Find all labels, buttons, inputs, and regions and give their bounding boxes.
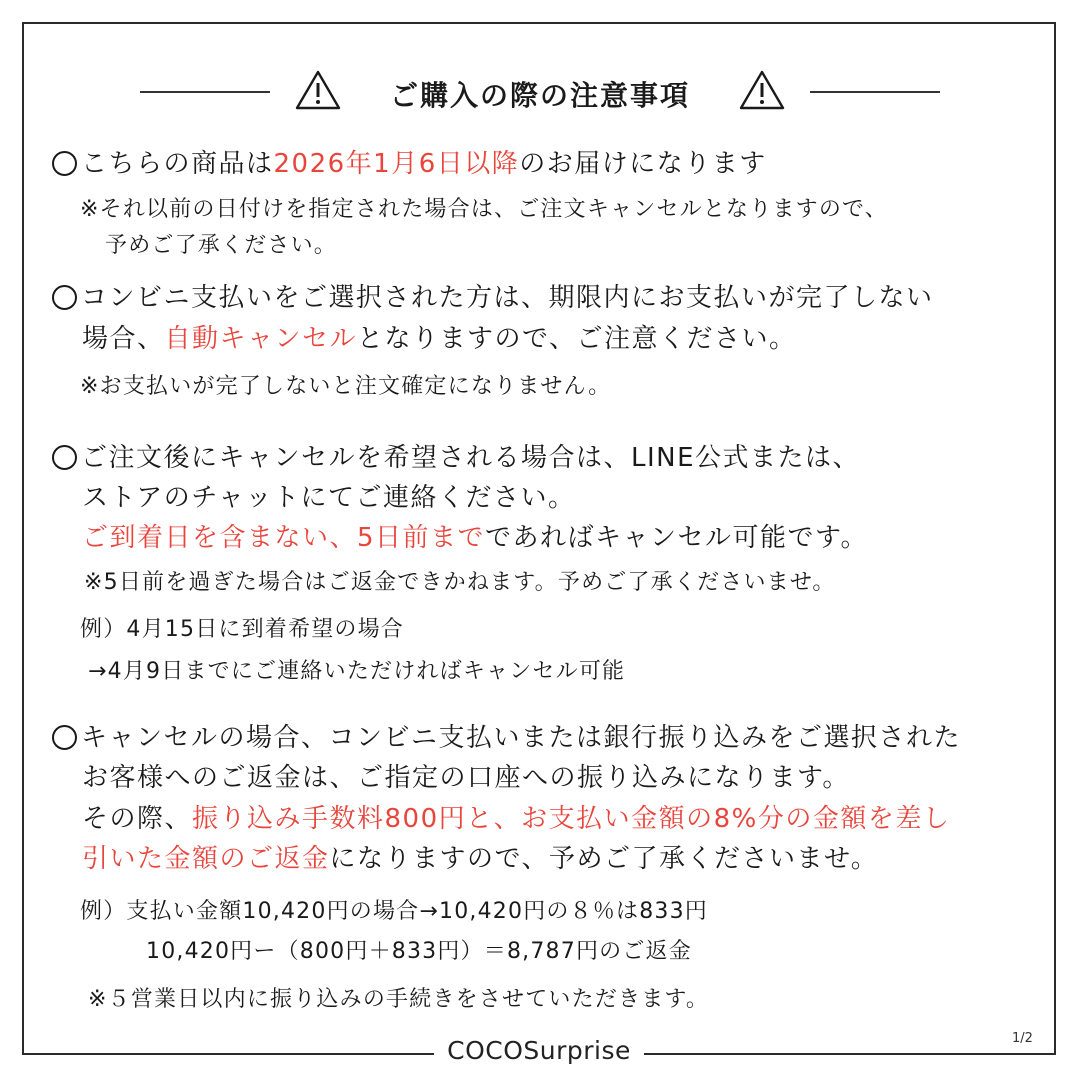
highlight-text: 引いた金額のご返金 [82, 844, 330, 874]
circle-bullet-icon [52, 285, 77, 310]
notice-text: その際、 [82, 804, 193, 834]
notice-text: コンビニ支払いをご選択された方は、期限内にお支払いが完了しない [81, 283, 934, 313]
highlight-text: 振り込み手数料800円と、お支払い金額の8%分の金額を差し [192, 804, 951, 834]
section-4-example-line-1: 例）支払い金額10,420円の場合→10,420円の８％は833円 [80, 899, 708, 924]
notice-text: となりますので、ご注意ください。 [357, 324, 797, 354]
section-4-line-4 [82, 842, 878, 876]
section-4-example-line-2: 10,420円ー（800円＋833円）＝8,787円のご返金 [146, 939, 692, 964]
circle-bullet-icon [52, 725, 77, 750]
section-3-line-1 [52, 441, 860, 475]
page-indicator: 1/2 [1012, 1031, 1033, 1046]
section-2-line-1 [52, 281, 934, 315]
brand-logo-text: COCOSurprise [447, 1036, 631, 1065]
section-2-line-3: ※お支払いが完了しないと注文確定になりません。 [80, 374, 612, 399]
title-rule-right [810, 91, 940, 93]
highlight-text: 2026年1月6日以降 [273, 149, 520, 179]
section-2-line-2 [82, 322, 797, 356]
frame-bottom-border-right [644, 1053, 1056, 1055]
section-1-line-1 [52, 147, 767, 181]
section-3-example-line-1: 例）4月15日に到着希望の場合 [80, 617, 404, 642]
title-row [0, 66, 1080, 122]
notice-text: 場合、 [82, 324, 165, 354]
warning-triangle-icon [738, 68, 786, 112]
page-title: ご購入の際の注意事項 [389, 79, 690, 112]
circle-bullet-icon [52, 445, 77, 470]
title-rule-left [140, 91, 270, 93]
section-3-line-3 [82, 521, 868, 555]
section-1-line-2: ※それ以前の日付けを指定された場合は、ご注文キャンセルとなりますので、 [80, 197, 888, 222]
warning-triangle-icon [294, 68, 342, 112]
notice-text: ご注文後にキャンセルを希望される場合は、LINE公式または、 [81, 443, 861, 473]
section-1-line-3: 予めご了承ください。 [105, 233, 338, 258]
notice-text: であればキャンセル可能です。 [485, 523, 868, 553]
highlight-text: 自動キャンセル [164, 324, 358, 354]
frame-bottom-border-left [22, 1053, 434, 1055]
circle-bullet-icon [52, 151, 77, 176]
notice-text: キャンセルの場合、コンビニ支払いまたは銀行振り込みをご選択された [81, 723, 962, 753]
section-4-note: ※５営業日以内に振り込みの手続きをさせていただきます。 [88, 987, 710, 1012]
notice-text: こちらの商品は [81, 149, 274, 179]
section-4-line-3 [82, 802, 950, 836]
section-3-line-4: ※5日前を過ぎた場合はご返金できかねます。予めご了承くださいませ。 [84, 570, 836, 595]
section-3-example-line-2: →4月9日までにご連絡いただければキャンセル可能 [88, 659, 626, 684]
section-4-line-1 [52, 721, 961, 755]
notice-text: になりますので、予めご了承くださいませ。 [329, 844, 879, 874]
notice-text: のお届けになります [519, 149, 767, 179]
section-3-line-2: ストアのチャットにてご連絡ください。 [82, 483, 576, 513]
highlight-text: ご到着日を含まない、5日前まで [82, 523, 486, 553]
section-4-line-2: お客様へのご返金は、ご指定の口座への振り込みになります。 [82, 763, 850, 793]
